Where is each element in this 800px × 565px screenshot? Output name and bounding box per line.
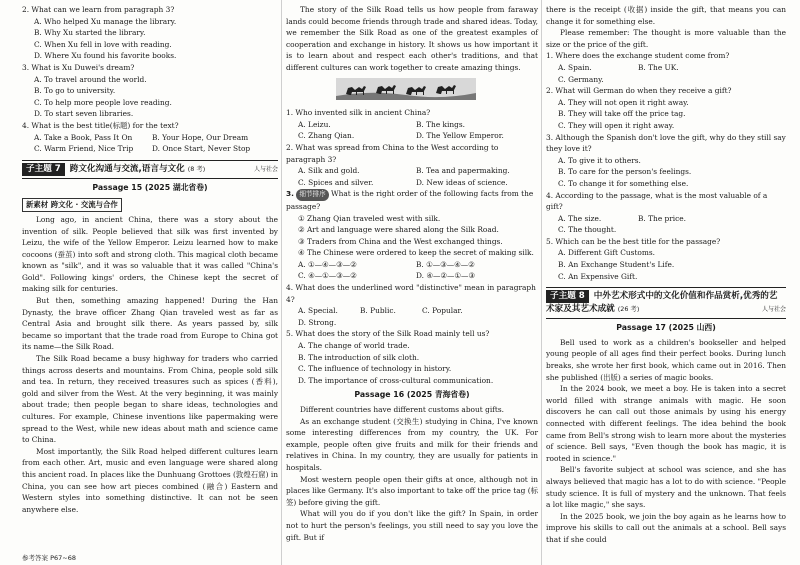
- question-stem: 3. Although the Spanish don't love the gift, why do they still say they love it?: [546, 132, 786, 154]
- material-badge: 新素材 跨文化 · 交流与合作: [22, 198, 122, 212]
- answer-footer: 参考答案 P67~68: [22, 554, 76, 562]
- fact: ④ The Chinese were ordered to keep the secret of making silk.: [298, 248, 534, 258]
- option[interactable]: B. They will take off the price tag.: [558, 109, 686, 119]
- subtopic-8-heading: [546, 287, 786, 319]
- option[interactable]: C. Germany.: [558, 74, 604, 84]
- question-5: [286, 328, 538, 386]
- option[interactable]: D. Once Start, Never Stop: [152, 144, 251, 154]
- option[interactable]: A. To give it to others.: [558, 155, 641, 165]
- option[interactable]: C. To help more people love reading.: [34, 97, 172, 107]
- question-stem: 2. What can we learn from paragraph 3?: [22, 5, 175, 14]
- option[interactable]: A. They will not open it right away.: [558, 97, 689, 107]
- option[interactable]: A. The change of world trade.: [298, 341, 410, 351]
- paragraph: there is the receipt (收据) inside the gift, that means you can change it for something else.: [546, 5, 786, 26]
- question-4: [546, 190, 786, 236]
- question-stem: 2. What will German do when they receive a gift?: [546, 86, 732, 96]
- option[interactable]: B. The introduction of silk cloth.: [298, 352, 420, 362]
- paragraph: The Silk Road became a busy highway for traders who carried things across deserts and mountains. From China, people sold silk and tea. In return, they received treasures such as spices (香料), gold and silver from the West. At the very beginning, it was mainly about trade; then people began to share ideas, technologies and cultures. For example, Chinese inventions like papermaking were spread to the West, while new ideas about math and science came to China.: [22, 354, 278, 445]
- paragraph: What will you do if you don't like the gift? In Spain, in order not to hurt the person's feelings, you still need to say you love the gift. But if: [286, 509, 538, 542]
- paragraph: Bell used to work as a children's bookseller and helped young people of all ages find their perfect books. During lunch breaks, she wrote her first book, which came out in 2016. Then she published (出版) a series of magic books.: [546, 337, 786, 382]
- column-middle: [286, 4, 538, 543]
- option[interactable]: A. Who helped Xu manage the library.: [34, 16, 177, 26]
- subtopic-tag: 子主题 7: [22, 163, 65, 176]
- option[interactable]: A. Different Gift Customs.: [558, 248, 656, 258]
- question-stem: 4. According to the passage, what is the most valuable of a gift?: [546, 190, 768, 212]
- passage-16-title: Passage 16 (2025 青海省卷): [354, 390, 470, 400]
- passage-17-title: Passage 17 (2025 山西): [616, 323, 716, 333]
- paragraph: The story of the Silk Road tells us how people from faraway lands could become friends through trade and shared ideas. Today, we remember the Silk Road as one of the greatest examples of cooperation and exchange in history. It shows us how important it is to learn about and respect each other's traditions, and that different cultures can work together to create amazing things.: [286, 5, 538, 72]
- question-stem: 2. What was spread from China to the West according to paragraph 3?: [286, 142, 499, 164]
- option[interactable]: A. Take a Book, Pass It On: [34, 132, 133, 142]
- question-stem: 1. Where does the exchange student come from?: [546, 51, 730, 61]
- option[interactable]: B. The price.: [638, 213, 687, 223]
- question-stem: 3. What is Xu Duwei's dream?: [22, 62, 135, 72]
- option[interactable]: C. The influence of technology in history.: [298, 364, 452, 374]
- question-stem: 1. Who invented silk in ancient China?: [286, 108, 431, 118]
- option[interactable]: D. The importance of cross-cultural communication.: [298, 375, 494, 385]
- option[interactable]: B. Your Hope, Our Dream: [152, 132, 249, 142]
- subtopic-7-heading: [22, 160, 278, 179]
- passage-15-title: Passage 15 (2025 湖北省卷): [92, 182, 208, 192]
- option[interactable]: C. ④—①—③—②: [298, 271, 357, 281]
- option[interactable]: D. To start seven libraries.: [34, 109, 134, 119]
- paragraph: Bell's favorite subject at school was science, and she has always believed that magic has a lot to do with science. "People study science. It is full of mystery and the unknown. That feels a lot like magic," she says.: [546, 465, 786, 510]
- question-3: [22, 62, 278, 120]
- question-stem: 5. What does the story of the Silk Road mainly tell us?: [286, 329, 490, 339]
- paragraph: In the 2024 book, we meet a boy. He is taken into a secret world filled with strange animals with magic. He soon discovers he can call out those animals by using his energy connected with different feelings. The idea behind the book came from Bell's strong wish to learn more about the mysteries of science. Bell says, "Even though the book has magic, it is rooted in science.": [546, 384, 786, 463]
- option[interactable]: C. When Xu fell in love with reading.: [34, 39, 172, 49]
- camel-caravan-illustration: [336, 78, 538, 104]
- question-1: [546, 50, 786, 85]
- paragraph: Long ago, in ancient China, there was a story about the invention of silk. People believed that silk was first invented by Leizu, the wife of the Yellow Emperor. Leizu learned how to make cocoons (蚕茧) into soft and strong cloth. This magical cloth became known as "silk", and it was so valuable that it was called "China's Gold". Following kings' orders, the Chinese kept the secret of making silk for centuries.: [22, 214, 278, 294]
- option[interactable]: D. Strong.: [298, 317, 337, 327]
- option[interactable]: B. The UK.: [638, 62, 679, 72]
- question-stem: What is the right order of the following facts from the passage?: [286, 189, 534, 211]
- option[interactable]: B. ①—③—④—②: [416, 259, 475, 269]
- subtopic-count: (8 考): [187, 164, 206, 173]
- option[interactable]: B. Why Xu started the library.: [34, 28, 146, 38]
- subtopic-category: 人与社会: [253, 165, 278, 173]
- column-left: [22, 4, 278, 515]
- option[interactable]: A. ①—④—③—②: [298, 259, 357, 269]
- option[interactable]: C. Spices and silver.: [298, 177, 374, 187]
- skill-tag: 细节排序: [296, 189, 328, 201]
- paragraph: In the 2025 book, we join the boy again as he learns how to improve his skills to call out the animals at a school. Bell says that if she could: [546, 511, 786, 544]
- question-stem: 5. Which can be the best title for the passage?: [546, 236, 721, 246]
- option[interactable]: A. The size.: [558, 213, 602, 223]
- paragraph: But then, something amazing happened! During the Han Dynasty, the brave officer Zhang Qian traveled west as far as Central Asia and brought silk there. As years passed by, silk became so important that the trade road from Europe to China got its name—the Silk Road.: [22, 296, 278, 352]
- column-right: [546, 4, 786, 546]
- option[interactable]: C. The thought.: [558, 225, 617, 235]
- option[interactable]: D. New ideas of science.: [416, 177, 508, 187]
- option[interactable]: A. Leizu.: [298, 119, 331, 129]
- fact: ② Art and language were shared along the Silk Road.: [298, 225, 499, 235]
- option[interactable]: D. ④—②—①—③: [416, 271, 476, 281]
- paragraph: Different countries have different customs about gifts.: [300, 405, 505, 414]
- question-3: [546, 132, 786, 190]
- paragraph: Most western people open their gifts at once, although not in places like Germany. It's also important to take off the price tag (标签) before giving the gift.: [286, 474, 538, 507]
- option[interactable]: C. Popular.: [422, 306, 463, 316]
- question-5: [546, 236, 786, 282]
- subtopic-tag: 子主题 8: [546, 290, 589, 303]
- question-stem: 4. What does the underlined word "distinctive" mean in paragraph 4?: [286, 283, 536, 304]
- option[interactable]: C. They will open it right away.: [558, 120, 675, 130]
- paragraph: As an exchange student (交换生) studying in China, I've known some interesting differences from my country, the UK. For example, people often give fruits and milk for their friends and relatives in China. In my country, they are usually for patients in hospitals.: [286, 416, 538, 472]
- option[interactable]: C. To change it for something else.: [558, 178, 689, 188]
- option[interactable]: A. To travel around the world.: [34, 74, 147, 84]
- option[interactable]: D. The Yellow Emperor.: [416, 131, 504, 141]
- option[interactable]: B. The kings.: [416, 119, 466, 129]
- option[interactable]: B. An Exchange Student's Life.: [558, 260, 675, 270]
- subtopic-category: 人与社会: [761, 306, 786, 314]
- fact: ③ Traders from China and the West exchanged things.: [298, 236, 503, 246]
- column-divider: [541, 0, 542, 565]
- option[interactable]: B. To care for the person's feelings.: [558, 167, 692, 177]
- subtopic-title: 中外艺术形式中的文化价值和作品赏析,优秀的艺术家及其艺术成就: [546, 291, 778, 315]
- column-divider: [281, 0, 282, 565]
- option[interactable]: A. Spain.: [558, 62, 592, 72]
- option[interactable]: D. Where Xu found his favorite books.: [34, 51, 177, 61]
- paragraph: Please remember: The thought is more valuable than the size or the price of the gift.: [546, 28, 786, 49]
- subtopic-title: 跨文化沟通与交流,语言与文化: [69, 163, 185, 174]
- question-4: [22, 120, 278, 155]
- option[interactable]: A. Silk and gold.: [298, 166, 360, 176]
- option[interactable]: B. Tea and papermaking.: [416, 166, 510, 176]
- option[interactable]: C. Warm Friend, Nice Trip: [34, 144, 134, 154]
- question-2: [22, 4, 278, 62]
- question-4: [286, 282, 538, 328]
- question-3: 3. 细节排序 What is the right order of the following facts from the passage? ① Zhang Qian traveled west with silk. ② Art and language were shared along the Silk Road. ③ Traders from China and the West exchanged things. ④ The Chinese were ordered to keep the secret of making silk. A. ①—④—③—② B. ①—③—④—② C. ④—①—③—② D. ④—②—①—③: [286, 188, 538, 282]
- subtopic-count: (26 考): [617, 305, 640, 314]
- paragraph: Most importantly, the Silk Road helped different cultures learn from each other. Art, music and even language were shared along this ancient road. In places like the Dunhuang Grottoes (敦煌石窟) in China, you can see how art pieces combined (融合) Eastern and Western styles into something distinctive. It can not be seen anywhere else.: [22, 446, 278, 514]
- question-stem: 4. What is the best title(标题) for the text?: [22, 120, 179, 130]
- option[interactable]: C. Zhang Qian.: [298, 131, 355, 141]
- question-2: [286, 142, 538, 188]
- option[interactable]: C. An Expensive Gift.: [558, 271, 638, 281]
- fact: ① Zhang Qian traveled west with silk.: [298, 213, 441, 223]
- option[interactable]: B. Public.: [360, 306, 396, 316]
- question-2: [546, 85, 786, 131]
- question-1: [286, 107, 538, 142]
- option[interactable]: B. To go to university.: [34, 86, 116, 96]
- option[interactable]: A. Special.: [298, 306, 338, 316]
